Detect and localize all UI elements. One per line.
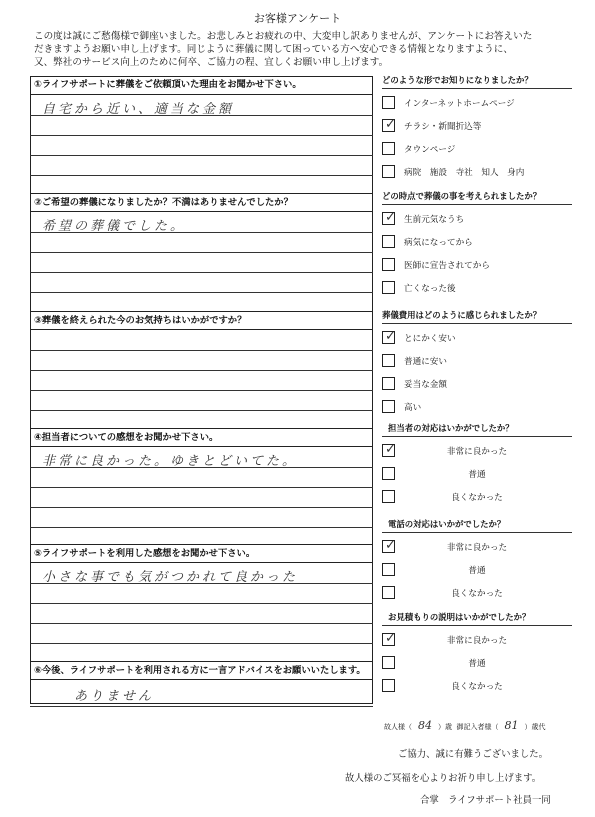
- choice-heading: どの時点で葬儀の事を考えられましたか？: [382, 191, 542, 201]
- check-mark-icon: ✓: [385, 329, 396, 344]
- choice-option[interactable]: [382, 330, 572, 348]
- checkbox[interactable]: [382, 96, 395, 109]
- choice-label: 非常に良かった: [446, 636, 508, 646]
- checkbox[interactable]: [382, 165, 395, 178]
- answer-line: [30, 370, 373, 371]
- answer-line: [30, 135, 373, 136]
- choice-label: 良くなかった: [451, 493, 503, 503]
- answer-text[interactable]: ありません: [74, 689, 155, 704]
- checkbox[interactable]: [382, 212, 395, 225]
- checkbox[interactable]: [382, 281, 395, 294]
- choice-label: 病院 施設 寺社 知人 身内: [404, 168, 525, 178]
- choice-heading: 葬儀費用はどのように感じられましたか？: [382, 310, 542, 320]
- choice-label: 非常に良かった: [446, 447, 508, 457]
- choice-label: 良くなかった: [451, 589, 503, 599]
- heading-rule: [382, 323, 572, 324]
- choice-option[interactable]: [382, 280, 572, 298]
- choice-label: タウンページ: [404, 145, 456, 155]
- answer-line: [30, 487, 373, 488]
- choice-option[interactable]: [382, 443, 572, 461]
- choice-label: 普通: [468, 659, 486, 669]
- question-block: [30, 428, 373, 544]
- signature-text: 合掌 ライフサポート社員一同: [420, 795, 551, 806]
- question-heading: ③葬儀を終えられた今のお気持ちはいかがですか？: [30, 311, 373, 330]
- check-mark-icon: ✓: [385, 210, 396, 225]
- checkbox[interactable]: [382, 258, 395, 271]
- check-mark-icon: ✓: [385, 442, 396, 457]
- choice-option[interactable]: [382, 257, 572, 275]
- answer-line: [30, 706, 373, 707]
- question-block: [30, 311, 373, 428]
- choice-label: チラシ・新聞折込等: [404, 122, 482, 132]
- choice-label: 高い: [404, 403, 422, 413]
- choice-option[interactable]: [382, 539, 572, 557]
- question-heading: ②ご希望の葬儀になりましたか？不満はありませんでしたか？: [30, 193, 373, 212]
- choice-label: 普通: [468, 566, 486, 576]
- check-mark-icon: ✓: [385, 117, 396, 132]
- question-heading: ①ライフサポートに葬儀をご依頼頂いた理由をお聞かせ下さい。: [30, 76, 373, 95]
- choice-label: 亡くなった後: [404, 284, 456, 294]
- heading-rule: [382, 88, 572, 89]
- answer-line: [30, 155, 373, 156]
- heading-rule: [382, 204, 572, 205]
- question-heading: ⑤ライフサポートを利用した感想をお聞かせ下さい。: [30, 544, 373, 563]
- age-row: [384, 719, 545, 732]
- choice-option[interactable]: [382, 353, 572, 371]
- choice-label: とにかく安い: [404, 334, 456, 344]
- answer-line: [30, 603, 373, 604]
- choice-option[interactable]: [382, 678, 572, 696]
- answer-line: [30, 623, 373, 624]
- answer-line: [30, 175, 373, 176]
- choice-label: 普通: [468, 470, 486, 480]
- answer-text[interactable]: 希望の葬儀でした。: [42, 219, 187, 234]
- choice-option[interactable]: [382, 164, 572, 182]
- question-heading: ⑥今後、ライフサポートを利用される方に一言アドバイスをお願いいたします。: [30, 661, 373, 680]
- answer-line: [30, 252, 373, 253]
- choice-heading: 電話の対応はいかがでしたか？: [388, 519, 506, 529]
- check-mark-icon: ✓: [385, 631, 396, 646]
- intro-text: [34, 30, 564, 69]
- choice-option[interactable]: [382, 585, 572, 603]
- intro-line: だきますようお願い申し上げます。同じように葬儀に関して困っている方へ安心できる情報となりますように、: [34, 44, 513, 55]
- choice-option[interactable]: [382, 211, 572, 229]
- checkbox[interactable]: [382, 331, 395, 344]
- applicant-age-unit: ）歳代: [524, 723, 546, 731]
- question-block: [30, 193, 373, 311]
- choice-label: 良くなかった: [451, 682, 503, 692]
- choice-heading: お見積もりの説明はいかがでしたか？: [388, 612, 531, 622]
- choice-label: 生前元気なうち: [404, 215, 465, 225]
- deceased-age-label: 故人様（: [384, 723, 412, 731]
- choice-option[interactable]: [382, 95, 572, 113]
- choice-option[interactable]: [382, 562, 572, 580]
- choice-option[interactable]: [382, 632, 572, 650]
- choice-option[interactable]: [382, 489, 572, 507]
- question-block: [30, 544, 373, 661]
- answer-line: [30, 272, 373, 273]
- heading-rule: [382, 532, 572, 533]
- question-heading: ④担当者についての感想をお聞かせ下さい。: [30, 428, 373, 447]
- checkbox[interactable]: [382, 377, 395, 390]
- question-block: [30, 76, 373, 193]
- answer-text[interactable]: 小さな事でも気がつかれて良かった: [42, 570, 299, 585]
- choice-label: 妥当な金額: [404, 380, 447, 390]
- choice-label: 普通に安い: [404, 357, 447, 367]
- checkbox[interactable]: [382, 235, 395, 248]
- choice-option[interactable]: [382, 118, 572, 136]
- checkbox[interactable]: [382, 400, 395, 413]
- checkbox[interactable]: [382, 354, 395, 367]
- deceased-age-value[interactable]: 84: [418, 719, 432, 732]
- check-mark-icon: ✓: [385, 538, 396, 553]
- choice-option[interactable]: [382, 399, 572, 417]
- question-block: [30, 661, 373, 704]
- answer-line: [30, 350, 373, 351]
- choice-label: 非常に良かった: [446, 543, 508, 553]
- choice-option[interactable]: [382, 655, 572, 673]
- heading-rule: [382, 625, 572, 626]
- choice-label: 病気になってから: [404, 238, 473, 248]
- choice-label: 医師に宣告されてから: [404, 261, 490, 271]
- choice-option[interactable]: [382, 466, 572, 484]
- answer-text[interactable]: 非常に良かった。ゆきとどいてた。: [42, 454, 299, 469]
- prayer-text: 故人様のご冥福を心よりお祈り申し上げます。: [345, 773, 542, 784]
- intro-line: この度は誠にご愁傷様で御座いました。お悲しみとお疲れの中、大変申し訳ありませんが、アンケートにお答えいた: [34, 31, 533, 42]
- deceased-age-unit: ）歳: [438, 723, 452, 731]
- choice-label: インターネットホームページ: [404, 99, 515, 109]
- heading-rule: [382, 436, 572, 437]
- checkbox[interactable]: [382, 142, 395, 155]
- answer-line: [30, 527, 373, 528]
- answer-line: [30, 390, 373, 391]
- applicant-age-value[interactable]: 81: [504, 719, 519, 732]
- answer-line: [30, 643, 373, 644]
- choice-option[interactable]: [382, 234, 572, 252]
- page-title: お客様アンケート: [253, 12, 342, 25]
- choice-heading: 担当者の対応はいかがでしたか？: [388, 423, 514, 433]
- answer-line: [30, 507, 373, 508]
- choice-heading: どのような形でお知りになりましたか？: [382, 75, 533, 85]
- checkbox[interactable]: [382, 119, 395, 132]
- choice-option[interactable]: [382, 376, 572, 394]
- intro-line: 又、弊社のサービス向上のために何卒、ご協力の程、宜しくお願い申し上げます。: [34, 57, 389, 68]
- answer-text[interactable]: 自宅から近い、適当な金額: [42, 102, 235, 117]
- answer-line: [30, 410, 373, 411]
- answer-line: [30, 292, 373, 293]
- choice-option[interactable]: [382, 141, 572, 159]
- thanks-text: ご協力、誠に有難うございました。: [398, 749, 549, 760]
- applicant-age-label: 御記入者様（: [456, 723, 499, 731]
